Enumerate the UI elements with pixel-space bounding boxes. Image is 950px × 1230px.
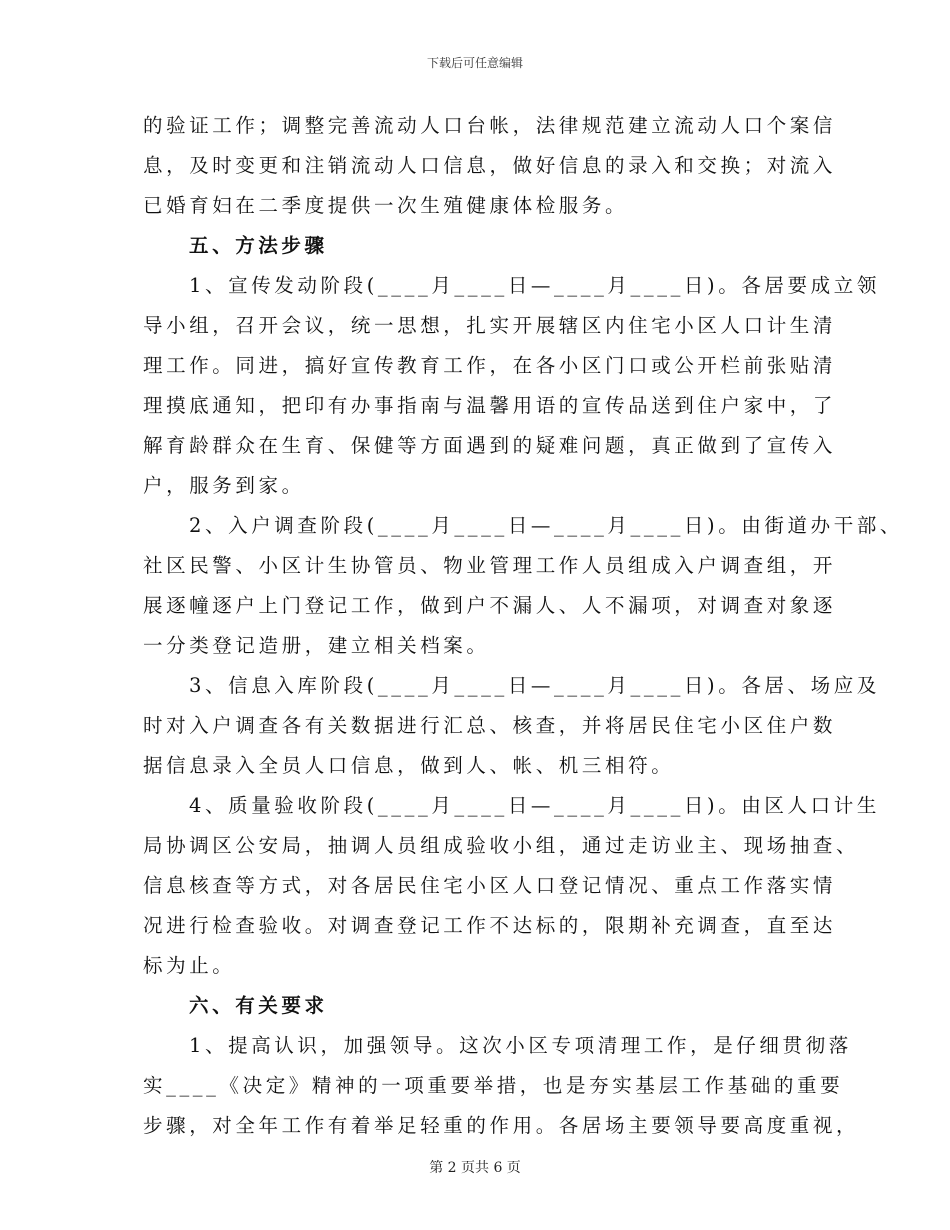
text-line: 一分类登记造册，建立相关档案。 [143, 634, 490, 657]
text-line: 步骤，对全年工作有着举足轻重的作用。各居场主要领导要高度重视， [143, 1114, 860, 1137]
text-line: 1、宣传发动阶段(____月____日—____月____日)。各居要成立领 [189, 274, 880, 297]
text-line: 据信息录入全员人口信息，做到人、帐、机三相符。 [143, 754, 675, 777]
text-line: 1、提高认识，加强领导。这次小区专项清理工作，是仔细贯彻落 [189, 1034, 852, 1057]
text-line: 4、质量验收阶段(____月____日—____月____日)。由区人口计生 [189, 794, 880, 817]
text-line: 局协调区公安局，抽调人员组成验收小组，通过走访业主、现场抽查、 [143, 834, 860, 857]
text-line: 已婚育妇在二季度提供一次生殖健康体检服务。 [143, 194, 629, 217]
section-heading: 六、有关要求 [189, 994, 328, 1017]
text-line: 户，服务到家。 [143, 474, 305, 497]
text-line: 理摸底通知，把印有办事指南与温馨用语的宣传品送到住户家中，了 [143, 394, 837, 417]
text-line: 实____《决定》精神的一项重要举措，也是夯实基层工作基础的重要 [143, 1074, 844, 1097]
text-line: 展逐幢逐户上门登记工作，做到户不漏人、人不漏项，对调查对象逐 [143, 594, 837, 617]
section-heading: 五、方法步骤 [189, 234, 328, 257]
text-line: 社区民警、小区计生协管员、物业管理工作人员组成入户调查组，开 [143, 554, 837, 577]
text-line: 导小组，召开会议，统一思想，扎实开展辖区内住宅小区人口计生清 [143, 314, 837, 337]
text-line: 解育龄群众在生育、保健等方面遇到的疑难问题，真正做到了宣传入 [143, 434, 837, 457]
page-header: 下载后可任意编辑 [426, 56, 523, 70]
text-line: 息，及时变更和注销流动人口信息，做好信息的录入和交换；对流入 [143, 154, 837, 177]
text-line: 的验证工作；调整完善流动人口台帐，法律规范建立流动人口个案信 [143, 114, 837, 137]
page-footer: 第 2 页共 6 页 [429, 1160, 521, 1176]
text-line: 3、信息入库阶段(____月____日—____月____日)。各居、场应及 [189, 674, 880, 697]
document-body [143, 106, 904, 1146]
text-line: 信息核查等方式，对各居民住宅小区人口登记情况、重点工作落实情 [143, 874, 837, 897]
text-line: 理工作。同进，搞好宣传教育工作，在各小区门口或公开栏前张贴清 [143, 354, 837, 377]
text-line: 时对入户调查各有关数据进行汇总、核查，并将居民住宅小区住户数 [143, 714, 837, 737]
text-line: 2、入户调查阶段(____月____日—____月____日)。由街道办干部、 [189, 514, 904, 537]
text-line: 标为止。 [143, 954, 236, 977]
text-line: 况进行检查验收。对调查登记工作不达标的，限期补充调查，直至达 [143, 914, 837, 937]
